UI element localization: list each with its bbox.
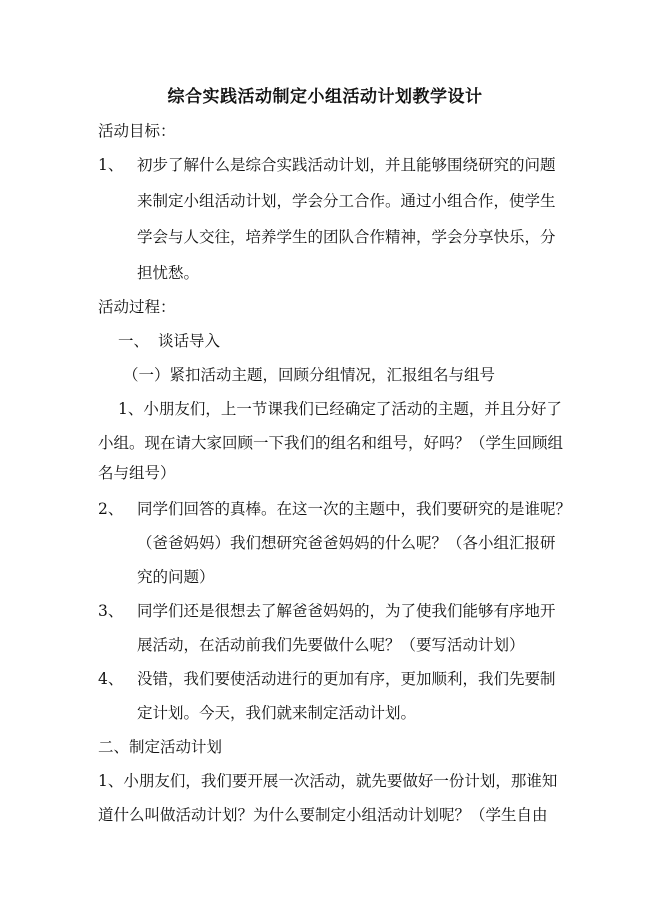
paragraph-2-line-2: 道什么叫做活动计划？为什么要制定小组活动计划呢？（学生自由 [98,806,548,824]
document-title: 综合实践活动制定小组活动计划教学设计 [167,87,483,107]
process-heading: 活动过程： [98,298,176,316]
item-2-number: 2、 [98,500,124,518]
item-2-line-1: 同学们回答的真棒。在这一次的主题中，我们要研究的是谁呢？ [137,500,572,518]
item-2-line-3: 究的问题） [137,568,215,586]
section-2-heading: 二、制定活动计划 [98,738,223,756]
item-3-line-1: 同学们还是很想去了解爸爸妈妈的，为了使我们能够有序地开 [137,602,556,620]
item-2-line-2: （爸爸妈妈）我们想研究爸爸妈妈的什么呢？（各小组汇报研 [137,534,556,552]
goal-1-line-3: 学会与人交往，培养学生的团队合作精神，学会分享快乐，分 [137,228,556,246]
paragraph-2-line-1: 1、小朋友们，我们要开展一次活动，就先要做好一份计划，那谁知 [98,772,558,790]
goal-1-line-1: 初步了解什么是综合实践活动计划，并且能够围绕研究的问题 [137,156,556,174]
subsection-1-heading: （一）紧扣活动主题，回顾分组情况，汇报组名与组号 [123,366,496,384]
goals-heading: 活动目标： [98,122,176,140]
item-4-line-2: 定计划。今天，我们就来制定活动计划。 [137,704,417,722]
item-3-line-2: 展活动，在活动前我们先要做什么呢？（要写活动计划） [137,636,525,654]
item-4-number: 4、 [98,670,124,688]
goal-1-number: 1、 [98,156,124,174]
section-1-label: 谈话导入 [158,332,221,350]
paragraph-1-line-1: 1、小朋友们，上一节课我们已经确定了活动的主题，并且分好了 [118,400,562,418]
item-4-line-1: 没错，我们要使活动进行的更加有序，更加顺利，我们先要制 [137,670,556,688]
paragraph-1-line-2: 小组。现在请大家回顾一下我们的组名和组号，好吗？（学生回顾组 [98,434,564,452]
paragraph-1-line-3: 名与组号） [98,464,176,482]
goal-1-line-4: 担忧愁。 [137,264,200,282]
goal-1-line-2: 来制定小组活动计划，学会分工合作。通过小组合作，使学生 [137,192,556,210]
section-1-number: 一、 [118,332,150,350]
item-3-number: 3、 [98,602,124,620]
